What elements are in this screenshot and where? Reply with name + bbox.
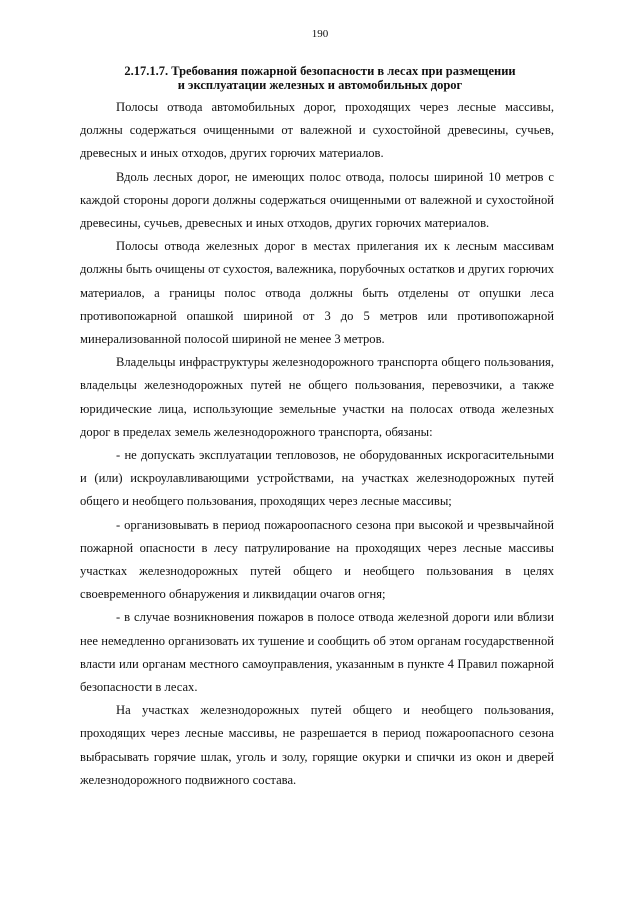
paragraph-forest-roads: Вдоль лесных дорог, не имеющих полос отвода, полосы шириной 10 метров с каждой стороны дороги должны содержаться очищенными от валежной и сухостойной древесины, сучьев, древесных и иных отходов, других горючих материалов. bbox=[80, 169, 554, 231]
paragraph-owners-obligations: Владельцы инфраструктуры железнодорожного транспорта общего пользования, владельцы железнодорожных путей не общего пользования, перевозчики, а также юридические лица, использующие земельные участки на полосах отвода железных дорог в пределах земель железнодорожного транспорта, обязаны: bbox=[80, 355, 554, 439]
paragraph-road-strips: Полосы отвода автомобильных дорог, проходящих через лесные массивы, должны содержаться очищенными от валежной и сухостойной древесины, сучьев, древесных и иных отходов, других горючих материалов. bbox=[80, 100, 554, 161]
list-item-patrolling: - организовывать в период пожароопасного сезона при высокой и чрезвычайной пожарной опасности в лесу патрулирование на проходящих через лесные массивы участках железнодорожных путей общего и необщего пользования в целях своевременного обнаружения и ликвидации очагов огня; bbox=[80, 517, 554, 602]
section-heading-line-2: и эксплуатации железных и автомобильных дорог bbox=[177, 78, 463, 92]
paragraph-railway-strips: Полосы отвода железных дорог в местах прилегания их к лесным массивам должны быть очищены от сухостоя, валежника, порубочных остатков и других горючих материалов, а границы полос отвода должны быть отделены от опушки леса противопожарной опашкой шириной от 3 до 5 метров или противопожарной минерализованной полосой шириной не менее 3 метров. bbox=[80, 239, 554, 347]
paragraph-prohibition: На участках железнодорожных путей общего и необщего пользования, проходящих через лесные массивы, не разрешается в период пожароопасного сезона выбрасывать горячие шлак, уголь и золу, горящие окурки и спички из окон и дверей железнодорожного подвижного состава. bbox=[80, 703, 554, 787]
list-item-locomotives: - не допускать эксплуатации тепловозов, не оборудованных искрогасительными и (или) искроулавливающими устройствами, на участках железнодорожных путей общего и необщего пользования, проходящих через лесные массивы; bbox=[80, 448, 554, 509]
section-heading-line-1: 2.17.1.7. Требования пожарной безопасности в лесах при размещении bbox=[124, 64, 516, 78]
page-number: 190 bbox=[311, 28, 329, 40]
section-heading bbox=[80, 64, 560, 92]
body-text bbox=[80, 96, 554, 792]
list-item-fire-response: - в случае возникновения пожаров в полосе отвода железной дороги или вблизи нее немедленно организовать их тушение и сообщить об этом органам государственной власти или органам местного самоуправления, указанным в пункте 4 Правил пожарной безопасности в лесах. bbox=[80, 610, 554, 695]
